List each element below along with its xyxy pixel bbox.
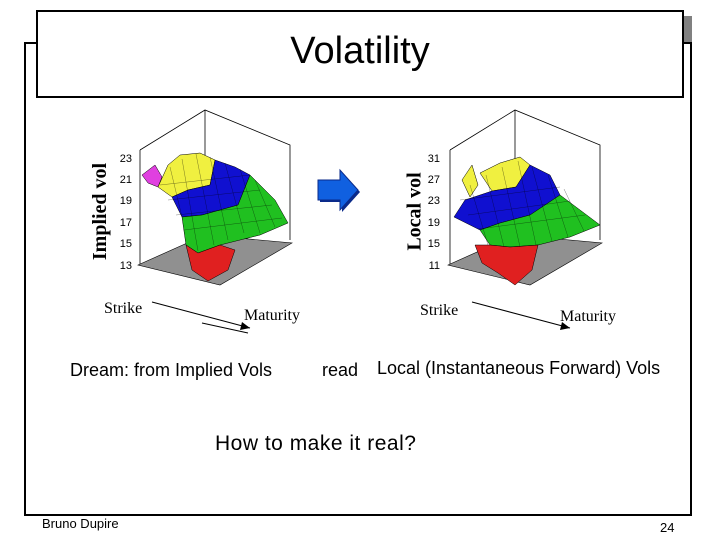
slide-title: Volatility [290,29,430,72]
tick-label: 19 [427,217,440,229]
maturity-label: Maturity [244,307,300,324]
tick-label: 13 [119,260,132,272]
strike-label: Strike [104,300,143,317]
page-number: 24 [660,520,675,535]
tick-label: 15 [427,238,440,250]
implied-vol-axis-title: Implied vol [89,162,112,261]
caption-read: read [322,360,359,380]
tick-label: 15 [119,238,132,250]
tick-label: 21 [119,174,132,186]
tick-label: 27 [427,174,440,186]
right-arrow-icon [314,166,364,214]
maturity-label: Maturity [560,308,616,325]
tick-label: 11 [428,260,440,272]
local-vol-axis-title: Local vol [403,172,426,251]
author: Bruno Dupire [42,516,119,531]
question-text: How to make it real? [215,432,417,455]
caption-local-vols: Local (Instantaneous Forward) Vols [377,358,661,378]
strike-label: Strike [420,302,459,319]
tick-label: 23 [119,153,132,165]
tick-label: 19 [119,195,132,207]
tick-label: 17 [119,217,132,229]
tick-label: 23 [427,195,440,207]
tick-label: 31 [427,153,440,165]
title-box [36,10,684,98]
caption-dream: Dream: from Implied Vols [70,360,273,380]
